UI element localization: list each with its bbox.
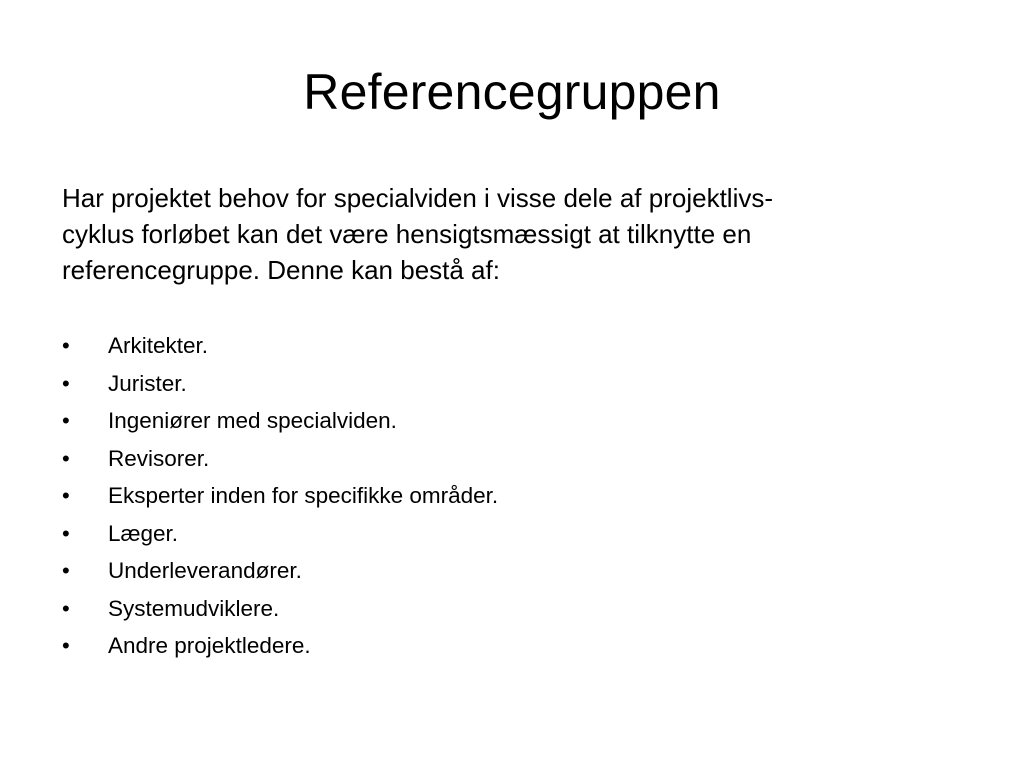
list-item xyxy=(62,477,962,515)
list-item xyxy=(62,627,962,665)
list-item-text: Systemudviklere. xyxy=(108,595,280,621)
bullet-icon: • xyxy=(62,333,70,358)
list-item xyxy=(62,365,962,403)
list-item xyxy=(62,402,962,440)
bullet-icon: • xyxy=(62,558,70,583)
list-item-text: Underleverandører. xyxy=(108,558,302,583)
list-item xyxy=(62,515,962,553)
list-item-text: Eksperter inden for specifikke områder. xyxy=(108,483,499,508)
intro-line: referencegruppe. Denne kan bestå af: xyxy=(62,255,500,285)
list-item xyxy=(62,327,962,365)
bullet-icon: • xyxy=(62,483,70,508)
list-item xyxy=(62,552,962,590)
bullet-icon: • xyxy=(62,520,70,546)
slide-title: Referencegruppen xyxy=(303,64,721,120)
bullet-icon: • xyxy=(62,408,70,433)
list-item-text: Ingeniører med specialviden. xyxy=(108,408,397,433)
list-item-text: Læger. xyxy=(108,520,179,546)
bullet-list xyxy=(62,327,962,665)
intro-line: Har projektet behov for specialviden i visse dele af projektlivs- xyxy=(62,183,774,213)
list-item-text: Jurister. xyxy=(108,370,187,396)
intro-line: cyklus forløbet kan det være hensigtsmæssigt at tilknytte en xyxy=(62,219,752,249)
bullet-icon: • xyxy=(62,595,70,621)
bullet-icon: • xyxy=(62,370,70,396)
bullet-icon: • xyxy=(62,445,70,471)
bullet-icon: • xyxy=(62,633,70,658)
intro-paragraph xyxy=(62,180,962,288)
list-item xyxy=(62,440,962,478)
list-item xyxy=(62,590,962,628)
list-item-text: Andre projektledere. xyxy=(108,633,311,658)
list-item-text: Arkitekter. xyxy=(108,333,209,358)
list-item-text: Revisorer. xyxy=(108,445,210,471)
